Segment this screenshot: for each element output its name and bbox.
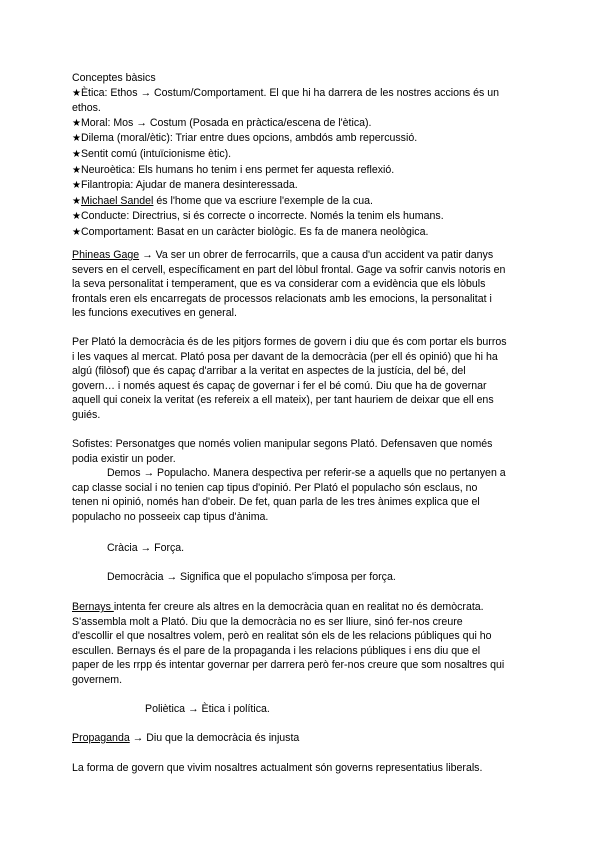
paragraph-line: aquell qui coneix la veritat (es refereix a ell mateix), per tant hauriem de deixar que ell ens — [72, 394, 494, 407]
star-icon: ★ — [72, 133, 81, 145]
paragraph-line: Per Plató la democràcia és de les pitjors formes de govern i diu que és com portar els burros — [72, 336, 507, 348]
concept-item: ★Comportament: Basat en un caràcter biològic. Es fa de manera neològica. — [72, 225, 429, 238]
paragraph-line: Sofistes: Personatges que només volien manipular segons Plató. Defensaven que només — [72, 438, 493, 450]
paragraph-line: algú (filòsof) que és capaç d'arribar a la veritat en aspectes de la justícia, del bé, del — [72, 365, 466, 378]
star-icon: ★ — [72, 180, 81, 192]
concept-item-continuation: ethos. — [72, 102, 101, 115]
paragraph-line: governem. — [72, 673, 123, 686]
plato-section — [72, 335, 528, 423]
concept-item: ★Dilema (moral/ètic): Triar entre dues opcions, ambdós amb repercussió. — [72, 132, 418, 145]
paragraph-line: d'escollir el que nosaltres volem, però en realitat són els de les relacions públiques qui ho — [72, 630, 492, 643]
paragraph-line: paper de les rrpp és intentar governar per darrera però fer-nos creure que som nosaltres qui — [72, 659, 505, 672]
paragraph-line: les funcions executives en general. — [72, 307, 237, 320]
bernays-section — [72, 600, 529, 688]
paragraph-line: severs en el cervell, específicament en part del lòbul frontal. Gage va sofrir canvis notoris en — [72, 263, 506, 276]
concept-item: ★Neuroètica: Els humans ho tenim i ens permet fer aquesta reflexió. — [72, 163, 395, 176]
polietica-line: Polièt​ica → Ètica i política. — [145, 703, 270, 715]
concept-item: ★Filantropia: Ajudar de manera desinteressada. — [72, 179, 298, 192]
sofistes-section — [72, 437, 528, 525]
concept-item: ★Michael Sandel és l'home que va escriure l'exemple de la cua. — [72, 194, 373, 207]
star-icon: ★ — [72, 87, 81, 99]
paragraph-line: guiés. — [72, 408, 101, 421]
propaganda-line: Propaganda → Diu que la democràcia és injusta — [72, 732, 300, 744]
paragraph-line: tenen ni opinió, només han d'obeir. De fet, quan parla de les tres ànimes explica que el — [72, 496, 480, 509]
star-icon: ★ — [72, 148, 81, 160]
section-title: Conceptes bàsics — [72, 72, 156, 84]
michael-sandel-link: Michael Sandel — [80, 194, 154, 207]
conclusion-line: La forma de govern que vivim nosaltres actualment són governs representatius liberals. — [72, 762, 483, 774]
paragraph-line: cap classe social i no tenien cap tipus d'opinió. Per Plató el populacho són esclaus, no — [72, 481, 478, 494]
star-icon: ★ — [72, 164, 81, 176]
paragraph-line: Bernays intenta fer creure als altres en la democràcia quan en realitat no és demòcrata. — [72, 601, 484, 613]
concept-item: ★Ètica: Ethos → Costum/Comportament. El que hi ha darrera de les nostres accions és un — [72, 86, 500, 99]
paragraph-line: podia existir un poder. — [72, 452, 176, 465]
star-icon: ★ — [72, 211, 81, 223]
paragraph-line: S'assembla molt a Plató. Diu que la democràcia no es ser lliure, sinó fer-nos creure — [72, 615, 463, 628]
democracia-line: Democràcia → Significa que el populacho s'imposa per força. — [107, 571, 396, 583]
concept-item: ★Conducte: Directrius, si és correcte o incorrecte. Només la tenim els humans. — [72, 210, 444, 223]
paragraph-line: frontals eren els encarregats de processos relacionats amb les emocions, la personalitat i — [72, 292, 492, 305]
demos-line: Demos → Populacho. Manera despectiva per referir-se a aquells que no pertanyen a — [107, 467, 506, 480]
paragraph-line: la seva personalitat i temperament, que es va considerar com a evidència que els lòbuls — [72, 278, 486, 291]
concept-item: ★Sentit comú (intuïcionisme ètic). — [72, 147, 232, 160]
star-icon: ★ — [72, 195, 81, 207]
conceptes-section — [72, 71, 528, 241]
phineas-gage-heading: Phineas Gage — [72, 249, 140, 261]
concept-item: ★Moral: Mos → Costum (Posada en pràctica/escena de l'ètica). — [72, 116, 372, 129]
paragraph-line: escullen. Bernays és el pare de la propaganda i les relacions públiques i ens diu que el — [72, 644, 481, 657]
bernays-heading: Bernays — [72, 601, 114, 613]
cracia-line: Cràcia → Força. — [107, 542, 185, 554]
phineas-section — [72, 248, 528, 321]
propaganda-heading: Propaganda — [72, 732, 130, 744]
paragraph-line: Phineas Gage → Va ser un obrer de ferrocarrils, que a causa d'un accident va patir danys — [72, 249, 494, 261]
paragraph-line: populacho no posseeix cap tipus d'ànima. — [72, 510, 269, 523]
paragraph-line: govern… i només aquest és capaç de governar i fer el bé comú. Diu que ha de governar — [72, 379, 487, 392]
star-icon: ★ — [72, 226, 81, 238]
paragraph-line: i les vaques al mercat. Plató posa per davant de la democràcia (per ell és opinió) que hi ha — [72, 350, 498, 363]
star-icon: ★ — [72, 117, 81, 129]
